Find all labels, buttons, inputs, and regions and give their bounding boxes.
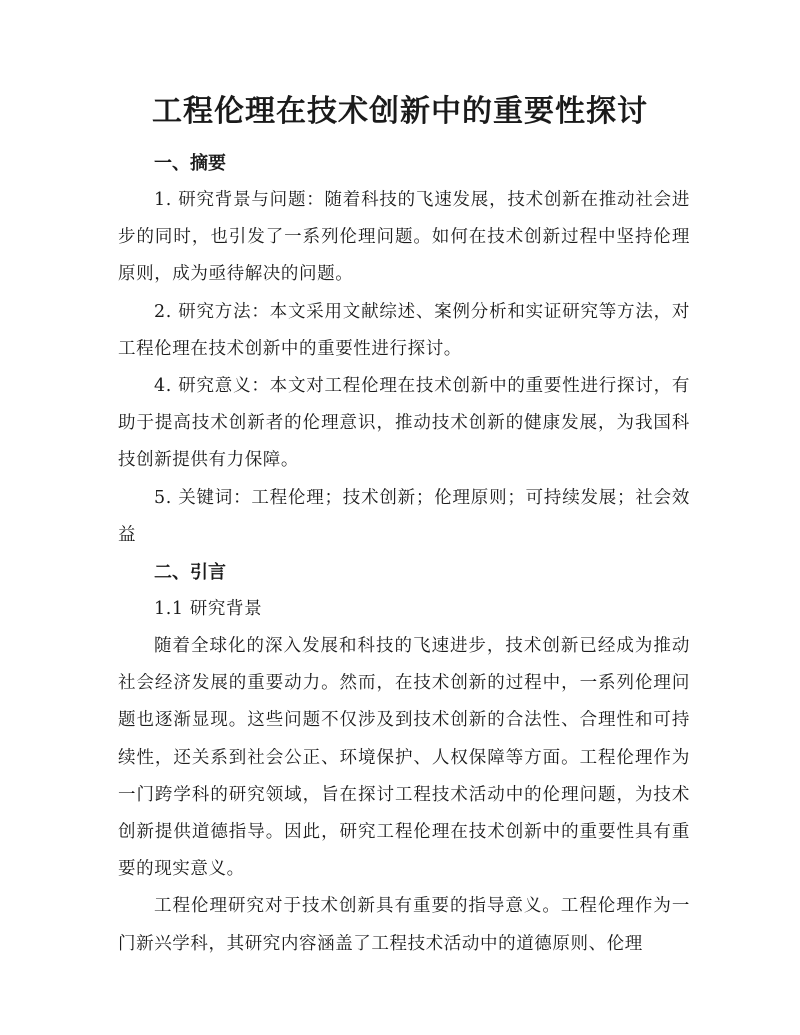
intro-paragraph: 工程伦理研究对于技术创新具有重要的指导意义。工程伦理作为一门新兴学科，其研究内容涵盖了工程技术活动中的道德原则、伦理	[118, 896, 690, 954]
abstract-item-significance: 4. 研究意义：本文对工程伦理在技术创新中的重要性进行探讨，有助于提高技术创新者的伦理意识，推动技术创新的健康发展，为我国科技创新提供有力保障。	[118, 376, 690, 471]
abstract-item-method: 2. 研究方法：本文采用文献综述、案例分析和实证研究等方法，对工程伦理在技术创新中的重要性进行探讨。	[118, 301, 690, 359]
intro-paragraph: 随着全球化的深入发展和科技的飞速进步，技术创新已经成为推动社会经济发展的重要动力。然而，在技术创新的过程中，一系列伦理问题也逐渐显现。这些问题不仅涉及到技术创新的合法性、合理性和可持续性，还关系到社会公正、环境保护、人权保障等方面。工程伦理作为一门跨学科的研究领域，旨在探讨工程技术活动中的伦理问题，为技术创新提供道德指导。因此，研究工程伦理在技术创新中的重要性具有重要的现实意义。	[118, 636, 690, 880]
abstract-item-keywords: 5. 关键词：工程伦理；技术创新；伦理原则；可持续发展；社会效益	[118, 487, 690, 545]
document-body	[118, 145, 690, 963]
document-title: 工程伦理在技术创新中的重要性探讨	[152, 94, 648, 129]
abstract-heading: 一、摘要	[154, 153, 226, 174]
intro-heading: 二、引言	[154, 562, 226, 584]
intro-subheading: 1.1 研究背景	[154, 599, 263, 620]
abstract-item-background: 1. 研究背景与问题：随着科技的飞速发展，技术创新在推动社会进步的同时，也引发了一系列伦理问题。如何在技术创新过程中坚持伦理原则，成为亟待解决的问题。	[118, 190, 690, 285]
